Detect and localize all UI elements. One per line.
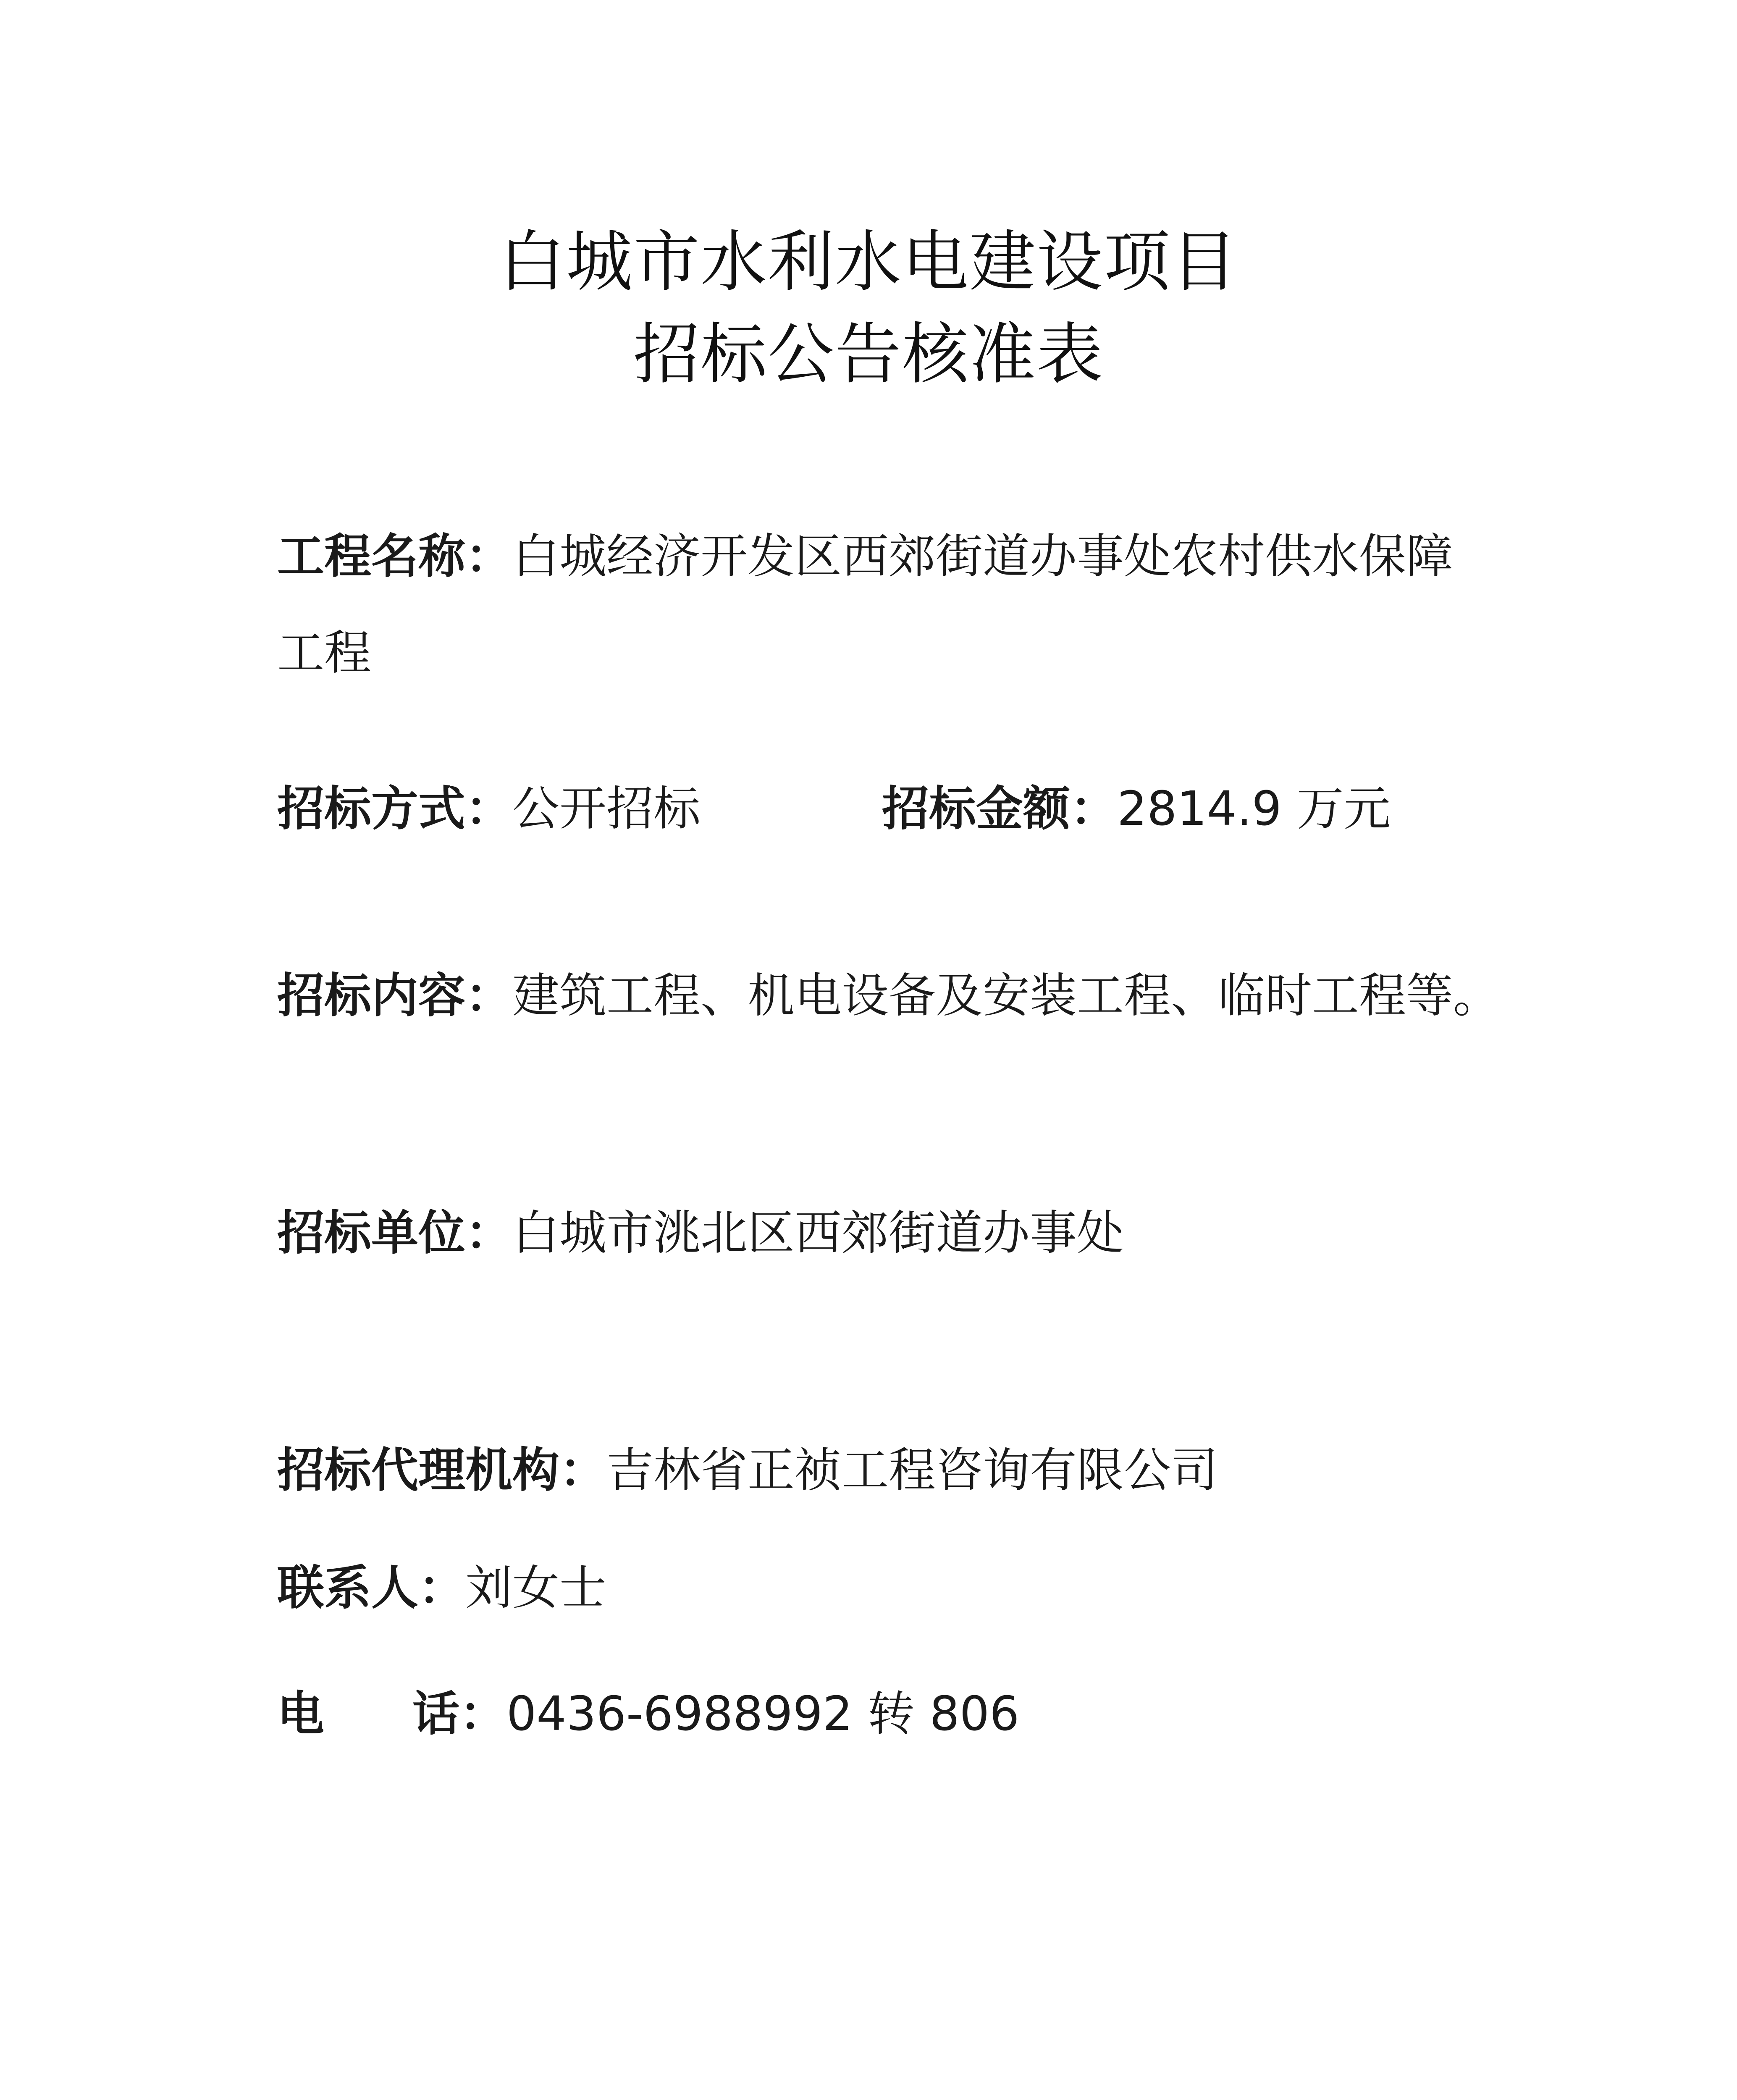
bidding-method-field (277, 782, 701, 836)
document-title-line1: 白城市水利水电建设项目 (499, 223, 1238, 301)
contact-person-value: 刘女士 (465, 1561, 606, 1615)
bidding-unit-label: 招标单位： (277, 1206, 512, 1260)
bidding-agency-value: 吉林省正祯工程咨询有限公司 (606, 1443, 1218, 1498)
phone-label-char1: 电 (277, 1687, 324, 1741)
bidding-method-value: 公开招标 (512, 782, 701, 836)
contact-person-field (277, 1561, 606, 1615)
phone-label-char2: 话： (412, 1687, 506, 1741)
phone-field (277, 1687, 1020, 1741)
bidding-method-label: 招标方式： (277, 782, 512, 836)
bidding-amount-field (882, 782, 1391, 836)
document-title-line2: 招标公告核准表 (633, 316, 1104, 393)
project-name-field (277, 508, 1495, 701)
contact-person-label: 联系人： (277, 1561, 465, 1615)
bidding-content-value: 建筑工程、机电设备及安装工程、临时工程等。 (512, 969, 1500, 1023)
bidding-amount-label: 招标金额： (882, 782, 1117, 836)
project-name-label: 工程名称： (277, 529, 512, 584)
phone-value: 0436-6988992 转 806 (506, 1687, 1020, 1741)
project-name-value: 白城经济开发区西郊街道办事处农村供水保障工程 (277, 529, 1453, 680)
bidding-agency-field (277, 1443, 1218, 1498)
bidding-amount-value: 2814.9 万元 (1117, 782, 1391, 836)
bidding-unit-value: 白城市洮北区西郊街道办事处 (512, 1206, 1124, 1260)
phone-label (277, 1687, 506, 1741)
bidding-unit-field (277, 1206, 1124, 1260)
bidding-content-field (277, 969, 1500, 1023)
bidding-content-label: 招标内容： (277, 969, 512, 1023)
bidding-agency-label: 招标代理机构： (277, 1443, 606, 1498)
